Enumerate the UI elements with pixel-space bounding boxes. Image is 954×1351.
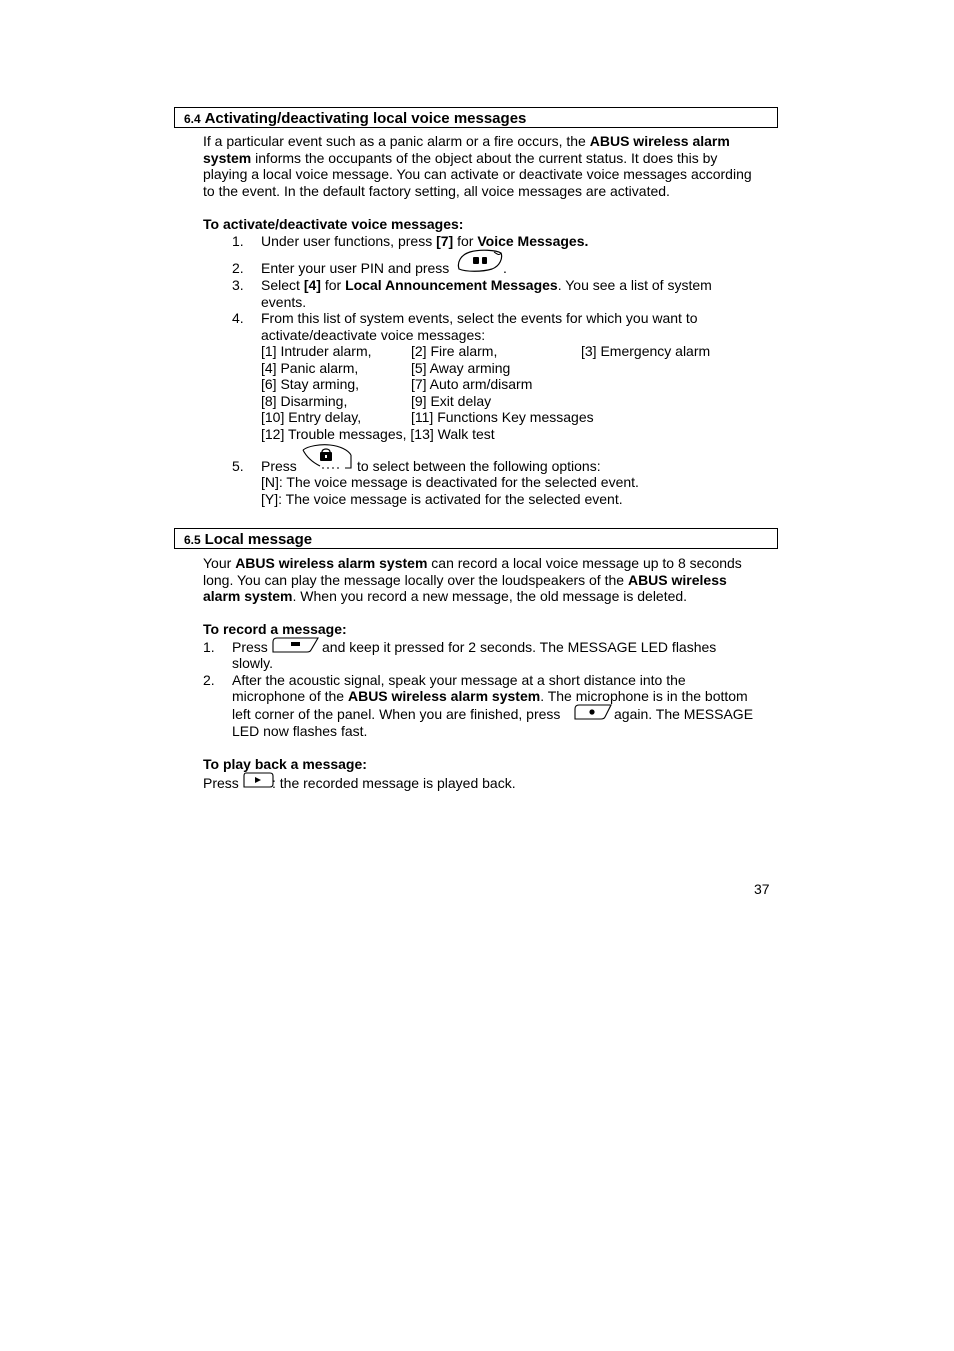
intro-bold: ABUS wireless alarm <box>589 133 730 149</box>
intro-line: playing a local voice message. You can activate or deactivate voice messages according <box>203 166 752 183</box>
step-text: LED now flashes fast. <box>232 723 368 739</box>
section-number: 6.4 <box>184 112 201 126</box>
intro-bold: ABUS wireless alarm system <box>235 555 428 571</box>
event-item: [1] Intruder alarm, <box>261 343 372 359</box>
event-item: [3] Emergency alarm <box>581 343 711 359</box>
step-text <box>261 310 698 343</box>
event-item: [4] Panic alarm, <box>261 360 359 376</box>
intro-text: If a particular event such as a panic alarm or a fire occurs, the <box>203 133 590 149</box>
step-text: left corner of the panel. When you are finished, press <box>232 706 561 722</box>
section-intro-paragraph <box>203 133 778 199</box>
intro-text: Your <box>203 555 236 571</box>
record-key-icon <box>271 637 319 654</box>
sub-heading: To play back a message: <box>203 756 367 772</box>
intro-line: to the event. In the default factory setting, all voice messages are activated. <box>203 182 670 199</box>
step-bold: ABUS wireless alarm system <box>347 688 541 704</box>
sub-heading: To activate/deactivate voice messages: <box>203 216 464 232</box>
intro-text: long. You can play the message locally over the loudspeakers of the <box>203 571 628 588</box>
step-text-part: activate/deactivate voice messages: <box>261 326 486 343</box>
section-number: 6.5 <box>184 533 201 547</box>
step-number: 4. <box>232 310 244 326</box>
step-text-part: events. <box>261 293 307 310</box>
step-text <box>261 233 588 250</box>
lock-key-icon <box>300 442 356 472</box>
step-bold: Voice Messages. <box>477 233 589 249</box>
step-text: Press <box>203 775 239 791</box>
step-number: 2. <box>203 672 215 688</box>
intro-bold: ABUS wireless <box>627 571 727 588</box>
step-number: 1. <box>203 639 215 655</box>
sub-heading: To record a message: <box>203 621 347 637</box>
section-heading-6-4 <box>174 107 778 128</box>
step-text-part: for <box>320 277 346 293</box>
section-intro-paragraph <box>203 555 778 605</box>
step-bold: Local Announcement Messages <box>345 277 558 293</box>
section-heading-6-5 <box>174 528 778 549</box>
event-item: [2] Fire alarm, <box>411 343 498 359</box>
step-bold: [7] <box>436 233 454 249</box>
step-text: and keep it pressed for 2 seconds. The MESSAGE LED flashes <box>322 639 717 655</box>
intro-text: can record a local voice message up to 8 seconds <box>427 555 742 571</box>
step-text: After the acoustic signal, speak your message at a short distance into the <box>232 672 686 688</box>
intro-bold: alarm system <box>203 588 293 605</box>
event-item: [9] Exit delay <box>411 393 492 409</box>
step-bold: [4] <box>303 277 321 293</box>
step-text-part: for <box>453 233 478 249</box>
step-text <box>232 688 748 705</box>
section-title: Local message <box>204 531 313 548</box>
intro-text: informs the occupants of the object about the current status. It does this by <box>251 149 718 166</box>
step-text-part: From this list of system events, select the events for which you want to <box>261 310 698 326</box>
step-text-part: Under user functions, press <box>261 233 437 249</box>
event-item: [12] Trouble messages, [13] Walk test <box>261 426 495 442</box>
step-text-part: . You see a list of system <box>557 277 712 293</box>
step-text-part: Select <box>261 277 304 293</box>
event-item: [10] Entry delay, <box>261 409 362 425</box>
step-text: Enter your user PIN and press <box>261 260 450 276</box>
event-item: [7] Auto arm/disarm <box>411 376 533 392</box>
section-title: Activating/deactivating local voice messages <box>204 110 527 127</box>
option-no: [N]: The voice message is deactivated for the selected event. <box>261 474 639 490</box>
step-text: . <box>503 260 507 276</box>
step-text: slowly. <box>232 655 273 671</box>
record-key-icon <box>573 704 613 721</box>
intro-bold: system <box>203 149 252 166</box>
option-yes: [Y]: The voice message is activated for the selected event. <box>261 491 623 507</box>
step-text: : the recorded message is played back. <box>272 775 516 791</box>
step-text <box>261 277 712 310</box>
step-text-part: microphone of the <box>232 688 348 704</box>
step-text: again. The MESSAGE <box>614 706 754 722</box>
play-key-icon <box>242 772 274 789</box>
event-item: [11] Functions Key messages <box>411 409 594 425</box>
step-number: 3. <box>232 277 244 293</box>
step-text: to select between the following options: <box>357 458 601 474</box>
event-item: [8] Disarming, <box>261 393 348 409</box>
step-number: 2. <box>232 260 244 276</box>
enter-key-icon <box>456 249 504 273</box>
event-item: [5] Away arming <box>411 360 511 376</box>
step-number: 5. <box>232 458 244 474</box>
intro-text: . When you record a new message, the old message is deleted. <box>292 588 688 605</box>
event-item: [6] Stay arming, <box>261 376 360 392</box>
step-text: Press <box>232 639 268 655</box>
step-number: 1. <box>232 233 244 249</box>
step-text-part: . The microphone is in the bottom <box>540 688 748 704</box>
page-number: 37 <box>754 881 770 897</box>
step-text: Press <box>261 458 297 474</box>
